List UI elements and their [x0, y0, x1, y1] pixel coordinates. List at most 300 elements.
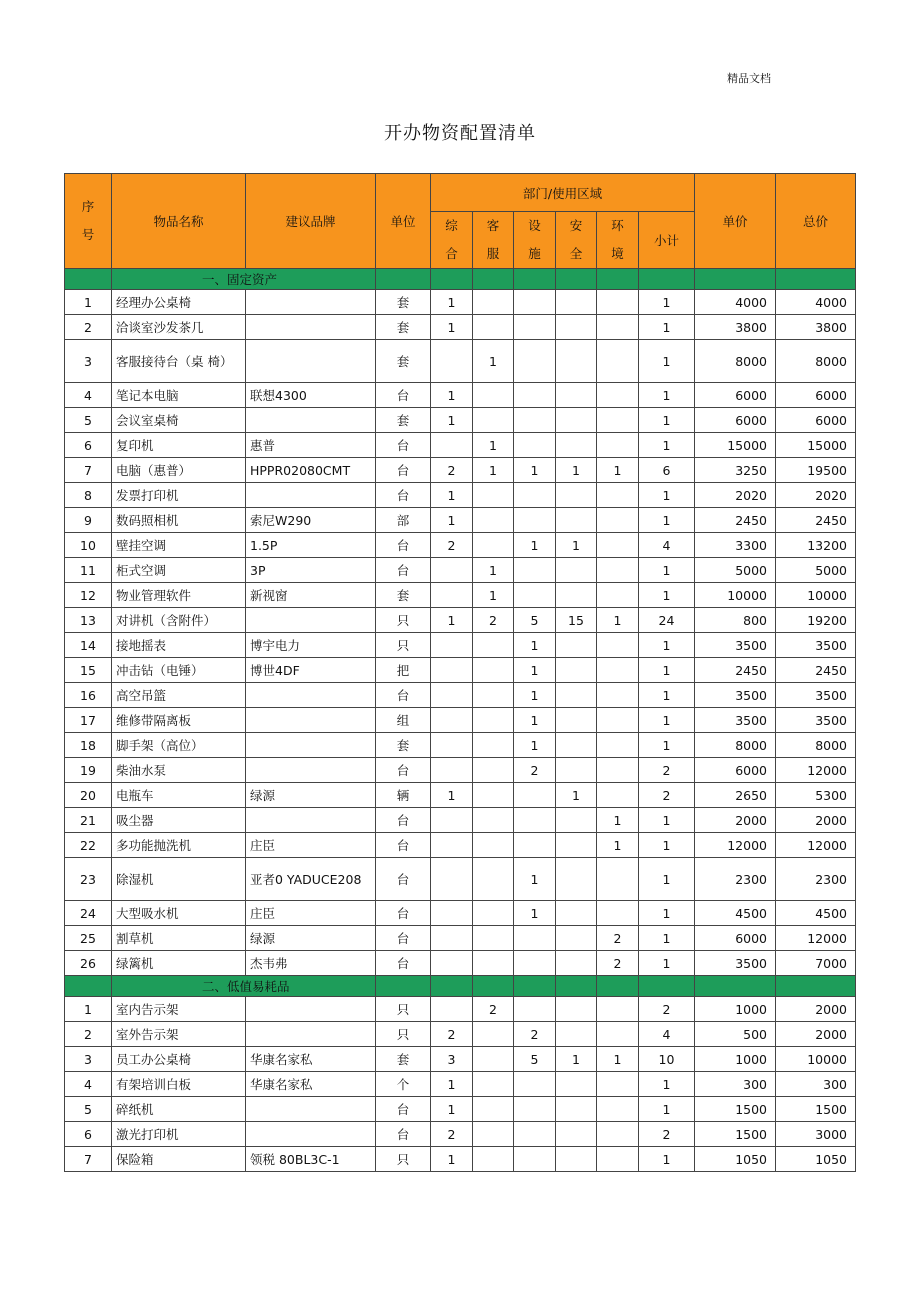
table-cell: [514, 408, 556, 433]
table-cell: 1: [639, 633, 695, 658]
table-cell: 杰韦弗: [246, 951, 376, 976]
table-cell: 7000: [776, 951, 856, 976]
table-cell: 2: [65, 1022, 112, 1047]
table-cell: 室外告示架: [112, 1022, 246, 1047]
table-cell: 24: [639, 608, 695, 633]
table-cell: [514, 315, 556, 340]
table-row: [65, 558, 856, 583]
table-cell: [514, 951, 556, 976]
header-subtotal: 小计: [639, 212, 695, 269]
table-cell: 只: [376, 1022, 431, 1047]
table-cell: [514, 783, 556, 808]
table-cell: [556, 858, 597, 901]
table-cell: 2: [514, 1022, 556, 1047]
table-cell: [514, 383, 556, 408]
table-cell: 套: [376, 340, 431, 383]
table-cell: 1: [473, 340, 514, 383]
table-cell: 领税 80BL3C-1: [246, 1147, 376, 1172]
section-cell: [376, 976, 431, 997]
table-cell: 1: [597, 833, 639, 858]
table-cell: 15: [65, 658, 112, 683]
table-cell: [431, 997, 473, 1022]
table-cell: 8000: [776, 340, 856, 383]
table-cell: [556, 558, 597, 583]
table-cell: 5000: [695, 558, 776, 583]
table-cell: 2000: [776, 997, 856, 1022]
table-cell: 2: [639, 758, 695, 783]
table-cell: 只: [376, 608, 431, 633]
table-cell: [473, 483, 514, 508]
table-cell: 2450: [776, 658, 856, 683]
table-cell: 1: [639, 290, 695, 315]
table-cell: 6000: [695, 926, 776, 951]
table-cell: 15: [556, 608, 597, 633]
table-cell: [556, 1097, 597, 1122]
table-cell: 套: [376, 1047, 431, 1072]
table-cell: [246, 483, 376, 508]
table-cell: 10000: [695, 583, 776, 608]
table-cell: 联想4300: [246, 383, 376, 408]
table-cell: 2650: [695, 783, 776, 808]
table-cell: 新视窗: [246, 583, 376, 608]
table-cell: 1: [514, 633, 556, 658]
table-cell: [556, 901, 597, 926]
table-cell: 10000: [776, 583, 856, 608]
table-cell: 套: [376, 583, 431, 608]
table-cell: [597, 858, 639, 901]
table-row: [65, 1122, 856, 1147]
table-cell: [473, 533, 514, 558]
table-cell: 绿篱机: [112, 951, 246, 976]
table-cell: [556, 383, 597, 408]
table-cell: 3500: [695, 633, 776, 658]
table-cell: [473, 1047, 514, 1072]
table-cell: [597, 383, 639, 408]
table-cell: 2020: [695, 483, 776, 508]
table-cell: [473, 808, 514, 833]
table-cell: 14: [65, 633, 112, 658]
table-cell: 17: [65, 708, 112, 733]
table-cell: 5000: [776, 558, 856, 583]
table-cell: [473, 901, 514, 926]
table-cell: 部: [376, 508, 431, 533]
table-cell: 2: [514, 758, 556, 783]
table-row: [65, 708, 856, 733]
table-cell: 物业管理软件: [112, 583, 246, 608]
table-cell: [597, 658, 639, 683]
table-cell: [246, 758, 376, 783]
table-cell: 激光打印机: [112, 1122, 246, 1147]
table-cell: 1000: [695, 1047, 776, 1072]
table-cell: 1: [514, 858, 556, 901]
section-cell: [431, 269, 473, 290]
header-no: 序 号: [65, 174, 112, 269]
section-cell: [639, 269, 695, 290]
table-cell: 3300: [695, 533, 776, 558]
table-cell: 1: [639, 315, 695, 340]
section-cell: [556, 976, 597, 997]
table-cell: 8000: [776, 733, 856, 758]
table-row: [65, 315, 856, 340]
table-cell: [473, 833, 514, 858]
table-cell: 台: [376, 808, 431, 833]
table-row: [65, 1097, 856, 1122]
table-cell: [514, 808, 556, 833]
table-cell: [246, 1022, 376, 1047]
table-cell: 亚者0 YADUCE208: [246, 858, 376, 901]
table-cell: [514, 997, 556, 1022]
table-cell: 2: [473, 997, 514, 1022]
table-cell: [473, 1122, 514, 1147]
table-cell: 室内告示架: [112, 997, 246, 1022]
table-cell: [597, 583, 639, 608]
table-cell: 1: [639, 733, 695, 758]
table-cell: 1: [639, 408, 695, 433]
table-cell: 12: [65, 583, 112, 608]
table-cell: [431, 340, 473, 383]
table-cell: 1: [473, 583, 514, 608]
table-cell: 台: [376, 833, 431, 858]
table-cell: [473, 1097, 514, 1122]
section-cell: [65, 269, 112, 290]
table-cell: 套: [376, 733, 431, 758]
table-cell: 19: [65, 758, 112, 783]
table-cell: 台: [376, 533, 431, 558]
table-cell: 1: [639, 1147, 695, 1172]
table-cell: 1: [639, 1072, 695, 1097]
table-cell: 5300: [776, 783, 856, 808]
table-cell: [514, 433, 556, 458]
table-cell: [556, 808, 597, 833]
table-cell: 16: [65, 683, 112, 708]
table-cell: 保险箱: [112, 1147, 246, 1172]
table-cell: [431, 658, 473, 683]
table-cell: [246, 1122, 376, 1147]
table-cell: 1: [639, 383, 695, 408]
table-cell: 15000: [695, 433, 776, 458]
table-cell: 2: [431, 533, 473, 558]
table-cell: 接地摇表: [112, 633, 246, 658]
table-cell: 5: [65, 408, 112, 433]
section-cell: [776, 976, 856, 997]
table-cell: [473, 1147, 514, 1172]
section-title: 二、低值易耗品: [112, 976, 376, 997]
table-cell: [556, 1147, 597, 1172]
table-cell: 2000: [776, 808, 856, 833]
section-cell: [597, 976, 639, 997]
table-row: [65, 458, 856, 483]
table-cell: [246, 708, 376, 733]
table-cell: 冲击钻（电锤）: [112, 658, 246, 683]
table-row: [65, 733, 856, 758]
section-cell: [376, 269, 431, 290]
table-cell: 6000: [695, 383, 776, 408]
table-cell: 辆: [376, 783, 431, 808]
table-cell: [473, 658, 514, 683]
table-cell: [246, 733, 376, 758]
table-cell: [597, 633, 639, 658]
table-cell: 电脑（惠普）: [112, 458, 246, 483]
table-cell: 1: [514, 683, 556, 708]
table-cell: 1: [65, 997, 112, 1022]
corner-label: 精品文档: [727, 72, 771, 85]
section-cell: [473, 269, 514, 290]
table-cell: [597, 758, 639, 783]
table-cell: [431, 708, 473, 733]
table-cell: [431, 733, 473, 758]
table-cell: 1: [514, 458, 556, 483]
table-cell: 300: [695, 1072, 776, 1097]
table-cell: 1: [597, 1047, 639, 1072]
table-cell: [431, 758, 473, 783]
header-anquan: 安 全: [556, 212, 597, 269]
table-row: [65, 926, 856, 951]
asset-table: [64, 173, 856, 1172]
table-cell: [431, 683, 473, 708]
table-cell: 4: [639, 1022, 695, 1047]
table-cell: 3500: [776, 633, 856, 658]
table-row: [65, 858, 856, 901]
table-cell: 13: [65, 608, 112, 633]
table-cell: [473, 683, 514, 708]
header-name: 物品名称: [112, 174, 246, 269]
table-cell: 脚手架（高位）: [112, 733, 246, 758]
table-cell: 300: [776, 1072, 856, 1097]
table-cell: 1500: [695, 1097, 776, 1122]
table-cell: 6000: [776, 383, 856, 408]
table-cell: [597, 340, 639, 383]
table-cell: 1500: [776, 1097, 856, 1122]
table-cell: 1: [639, 901, 695, 926]
table-cell: 5: [514, 1047, 556, 1072]
table-row: [65, 1022, 856, 1047]
table-cell: [597, 433, 639, 458]
table-cell: [597, 683, 639, 708]
table-row: [65, 340, 856, 383]
table-cell: 1: [639, 583, 695, 608]
section-row: [65, 269, 856, 290]
table-cell: [514, 340, 556, 383]
section-row: [65, 976, 856, 997]
table-cell: 1: [597, 608, 639, 633]
section-cell: [65, 976, 112, 997]
table-cell: 电瓶车: [112, 783, 246, 808]
table-cell: 台: [376, 483, 431, 508]
table-cell: 4000: [695, 290, 776, 315]
table-cell: 台: [376, 758, 431, 783]
section-cell: [597, 269, 639, 290]
table-cell: [473, 858, 514, 901]
table-cell: 1: [639, 683, 695, 708]
table-cell: 8000: [695, 733, 776, 758]
table-cell: 1050: [695, 1147, 776, 1172]
table-row: [65, 508, 856, 533]
table-cell: 会议室桌椅: [112, 408, 246, 433]
table-cell: [246, 290, 376, 315]
table-cell: [431, 633, 473, 658]
table-cell: 吸尘器: [112, 808, 246, 833]
table-cell: [556, 408, 597, 433]
table-cell: 3500: [776, 708, 856, 733]
table-cell: 3250: [695, 458, 776, 483]
table-cell: [431, 951, 473, 976]
table-cell: 3000: [776, 1122, 856, 1147]
table-cell: 只: [376, 1147, 431, 1172]
table-cell: [473, 633, 514, 658]
table-cell: 6: [65, 433, 112, 458]
table-cell: [473, 383, 514, 408]
header-kefu: 客 服: [473, 212, 514, 269]
table-cell: 1: [556, 533, 597, 558]
table-cell: 10000: [776, 1047, 856, 1072]
table-cell: 2: [639, 997, 695, 1022]
table-cell: [556, 758, 597, 783]
table-row: [65, 608, 856, 633]
table-cell: [473, 926, 514, 951]
header-zonghe: 综 合: [431, 212, 473, 269]
table-cell: [597, 733, 639, 758]
table-cell: 19200: [776, 608, 856, 633]
table-row: [65, 808, 856, 833]
table-cell: 对讲机（含附件）: [112, 608, 246, 633]
table-cell: [431, 558, 473, 583]
table-cell: 3: [431, 1047, 473, 1072]
section-cell: [776, 269, 856, 290]
table-row: [65, 951, 856, 976]
table-row: [65, 433, 856, 458]
table-cell: 台: [376, 901, 431, 926]
table-cell: [556, 1072, 597, 1097]
table-cell: 1: [431, 1097, 473, 1122]
table-cell: [556, 733, 597, 758]
table-cell: [473, 508, 514, 533]
table-cell: 800: [695, 608, 776, 633]
table-cell: [514, 1122, 556, 1147]
table-cell: 23: [65, 858, 112, 901]
table-cell: 2: [431, 458, 473, 483]
table-cell: 1: [473, 433, 514, 458]
section-cell: [639, 976, 695, 997]
table-cell: 12000: [695, 833, 776, 858]
table-cell: [514, 508, 556, 533]
table-cell: 3800: [695, 315, 776, 340]
table-row: [65, 633, 856, 658]
table-cell: [556, 683, 597, 708]
table-cell: [514, 483, 556, 508]
table-cell: [556, 926, 597, 951]
table-cell: 2450: [695, 508, 776, 533]
table-cell: 1000: [695, 997, 776, 1022]
table-cell: 有架培训白板: [112, 1072, 246, 1097]
table-cell: 3: [65, 1047, 112, 1072]
table-cell: 2: [639, 783, 695, 808]
table-cell: 4: [65, 1072, 112, 1097]
table-cell: 台: [376, 558, 431, 583]
table-cell: 2: [431, 1122, 473, 1147]
table-cell: 高空吊篮: [112, 683, 246, 708]
page-title: 开办物资配置清单: [384, 123, 536, 144]
table-cell: [597, 483, 639, 508]
table-cell: 1: [431, 508, 473, 533]
table-cell: [556, 315, 597, 340]
table-cell: 经理办公桌椅: [112, 290, 246, 315]
table-cell: [597, 783, 639, 808]
table-cell: 10: [639, 1047, 695, 1072]
table-cell: 3500: [695, 951, 776, 976]
table-cell: [597, 708, 639, 733]
section-title: 一、固定资产: [112, 269, 376, 290]
table-row: [65, 533, 856, 558]
table-cell: 1: [597, 808, 639, 833]
table-cell: 惠普: [246, 433, 376, 458]
table-cell: 博宇电力: [246, 633, 376, 658]
table-cell: 2: [65, 315, 112, 340]
table-cell: 2: [431, 1022, 473, 1047]
table-cell: 套: [376, 290, 431, 315]
table-cell: 绿源: [246, 926, 376, 951]
table-cell: 3500: [695, 683, 776, 708]
table-row: [65, 290, 856, 315]
table-cell: 4: [639, 533, 695, 558]
table-row: [65, 683, 856, 708]
table-cell: [514, 583, 556, 608]
table-cell: 2: [597, 951, 639, 976]
table-cell: 2000: [695, 808, 776, 833]
table-cell: 3: [65, 340, 112, 383]
table-cell: 台: [376, 383, 431, 408]
table-cell: 只: [376, 633, 431, 658]
table-cell: 15000: [776, 433, 856, 458]
table-cell: 3500: [776, 683, 856, 708]
table-cell: [473, 758, 514, 783]
table-cell: 个: [376, 1072, 431, 1097]
table-cell: [473, 408, 514, 433]
table-cell: [597, 290, 639, 315]
table-cell: 台: [376, 1122, 431, 1147]
table-cell: 2: [639, 1122, 695, 1147]
table-cell: 18: [65, 733, 112, 758]
table-cell: 多功能抛洗机: [112, 833, 246, 858]
header-unit: 单位: [376, 174, 431, 269]
table-cell: 1: [65, 290, 112, 315]
table-cell: 华康名家私: [246, 1072, 376, 1097]
table-cell: [597, 1122, 639, 1147]
table-cell: 10: [65, 533, 112, 558]
table-cell: 5: [514, 608, 556, 633]
table-cell: [597, 408, 639, 433]
table-cell: [556, 708, 597, 733]
table-cell: [597, 508, 639, 533]
table-cell: 1: [514, 533, 556, 558]
table-cell: 4: [65, 383, 112, 408]
header-brand: 建议品牌: [246, 174, 376, 269]
section-cell: [431, 976, 473, 997]
table-cell: [514, 926, 556, 951]
table-cell: [556, 483, 597, 508]
table-cell: 6: [639, 458, 695, 483]
table-cell: 1: [431, 408, 473, 433]
section-cell: [473, 976, 514, 997]
table-cell: 8: [65, 483, 112, 508]
table-cell: [597, 901, 639, 926]
table-cell: 1: [639, 1097, 695, 1122]
table-cell: 绿源: [246, 783, 376, 808]
table-row: [65, 758, 856, 783]
table-cell: 12000: [776, 758, 856, 783]
table-cell: 1: [639, 558, 695, 583]
table-cell: 台: [376, 458, 431, 483]
section-cell: [695, 269, 776, 290]
